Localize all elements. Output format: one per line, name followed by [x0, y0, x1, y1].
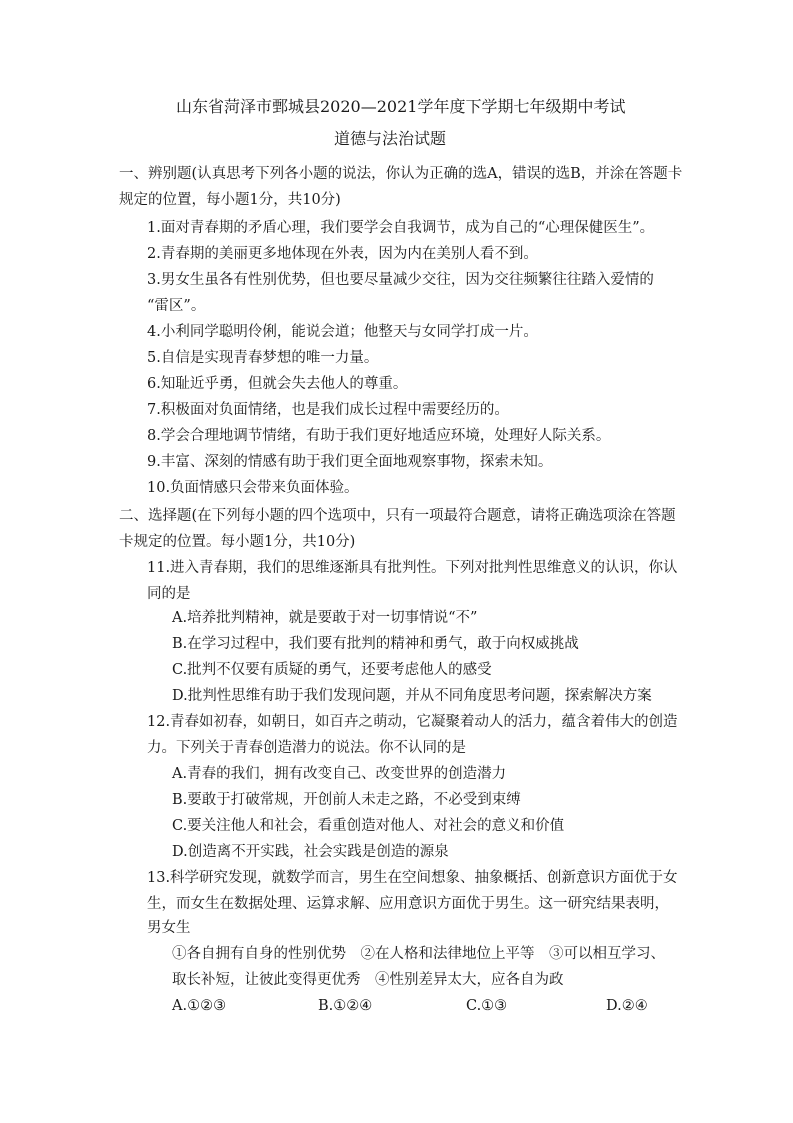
question-item-cont: “雷区”。	[147, 298, 206, 314]
question-item: 9.丰富、深刻的情感有助于我们更全面地观察事物，探索未知。	[147, 454, 553, 470]
exam-title: 山东省菏泽市鄄城县2020—2021学年度下学期七年级期中考试	[176, 97, 626, 116]
question-13-statements-cont: 取长补短，让彼此变得更优秀 ④性别差异太大，应各自为政	[172, 972, 564, 988]
question-11-option-c: C.批判不仅要有质疑的勇气，还要考虑他人的感受	[172, 662, 492, 678]
question-11-option-a: A.培养批判精神，就是要敢于对一切事情说“不”	[172, 610, 478, 626]
question-item: 5.自信是实现青春梦想的唯一力量。	[147, 350, 379, 366]
question-11-option-d: D.批判性思维有助于我们发现问题，并从不同角度思考问题，探索解决方案	[172, 688, 652, 704]
question-13-option-b: B.①②④	[318, 998, 373, 1014]
question-13-stem-cont: 生，而女生在数据处理、运算求解、应用意识方面优于男生。这一研究结果表明，	[147, 896, 669, 912]
question-12-stem-cont: 力。下列关于青春创造潜力的说法。你不认同的是	[147, 740, 466, 756]
question-item: 6.知耻近乎勇，但就会失去他人的尊重。	[147, 376, 408, 392]
section2-heading-cont: 卡规定的位置。每小题1分，共10分)	[119, 534, 356, 550]
question-13-stem-cont2: 男女生	[147, 920, 191, 936]
question-13-option-a: A.①②③	[172, 998, 227, 1014]
question-11-stem-cont: 同的是	[147, 586, 191, 602]
question-item: 1.面对青春期的矛盾心理，我们要学会自我调节，成为自己的“心理保健医生”。	[147, 220, 655, 236]
question-12-stem: 12.青春如初春，如朝日，如百卉之萌动，它凝聚着动人的活力，蕴含着伟大的创造	[147, 714, 678, 730]
question-item: 7.积极面对负面情绪，也是我们成长过程中需要经历的。	[147, 402, 509, 418]
question-item: 4.小利同学聪明伶俐，能说会道；他整天与女同学打成一片。	[147, 324, 538, 340]
question-12-option-c: C.要关注他人和社会，看重创造对他人、对社会的意义和价值	[172, 818, 565, 834]
question-11-stem: 11.进入青春期，我们的思维逐渐具有批判性。下列对批判性思维意义的认识，你认	[147, 560, 678, 576]
question-item: 10.负面情感只会带来负面体验。	[147, 480, 359, 496]
exam-subtitle: 道德与法治试题	[334, 129, 447, 148]
question-11-option-b: B.在学习过程中，我们要有批判的精神和勇气，敢于向权威挑战	[172, 636, 579, 652]
question-13-stem: 13.科学研究发现，就数学而言，男生在空间想象、抽象概括、创新意识方面优于女	[147, 870, 678, 886]
section2-heading: 二、选择题(在下列每小题的四个选项中，只有一项最符合题意，请将正确选项涂在答题	[119, 508, 676, 524]
question-13-statements: ①各自拥有自身的性别优势 ②在人格和法律地位上平等 ③可以相互学习、	[172, 946, 665, 962]
question-item: 2.青春期的美丽更多地体现在外表，因为内在美别人看不到。	[147, 246, 538, 262]
section1-heading: 一、辨别题(认真思考下列各小题的说法，你认为正确的选A，错误的选B，并涂在答题卡	[119, 166, 683, 182]
question-12-option-b: B.要敢于打破常规，开创前人未走之路，不必受到束缚	[172, 792, 521, 808]
question-item: 8.学会合理地调节情绪，有助于我们更好地适应环境，处理好人际关系。	[147, 428, 611, 444]
section1-heading-cont: 规定的位置，每小题1分，共10分)	[119, 192, 341, 208]
question-13-option-d: D.②④	[606, 998, 648, 1014]
question-13-option-c: C.①③	[466, 998, 508, 1014]
question-12-option-a: A.青春的我们，拥有改变自己、改变世界的创造潜力	[172, 766, 507, 782]
question-item: 3.男女生虽各有性别优势，但也要尽量减少交往，因为交往频繁往往踏入爱情的	[147, 272, 654, 288]
question-12-option-d: D.创造离不开实践，社会实践是创造的源泉	[172, 844, 449, 860]
